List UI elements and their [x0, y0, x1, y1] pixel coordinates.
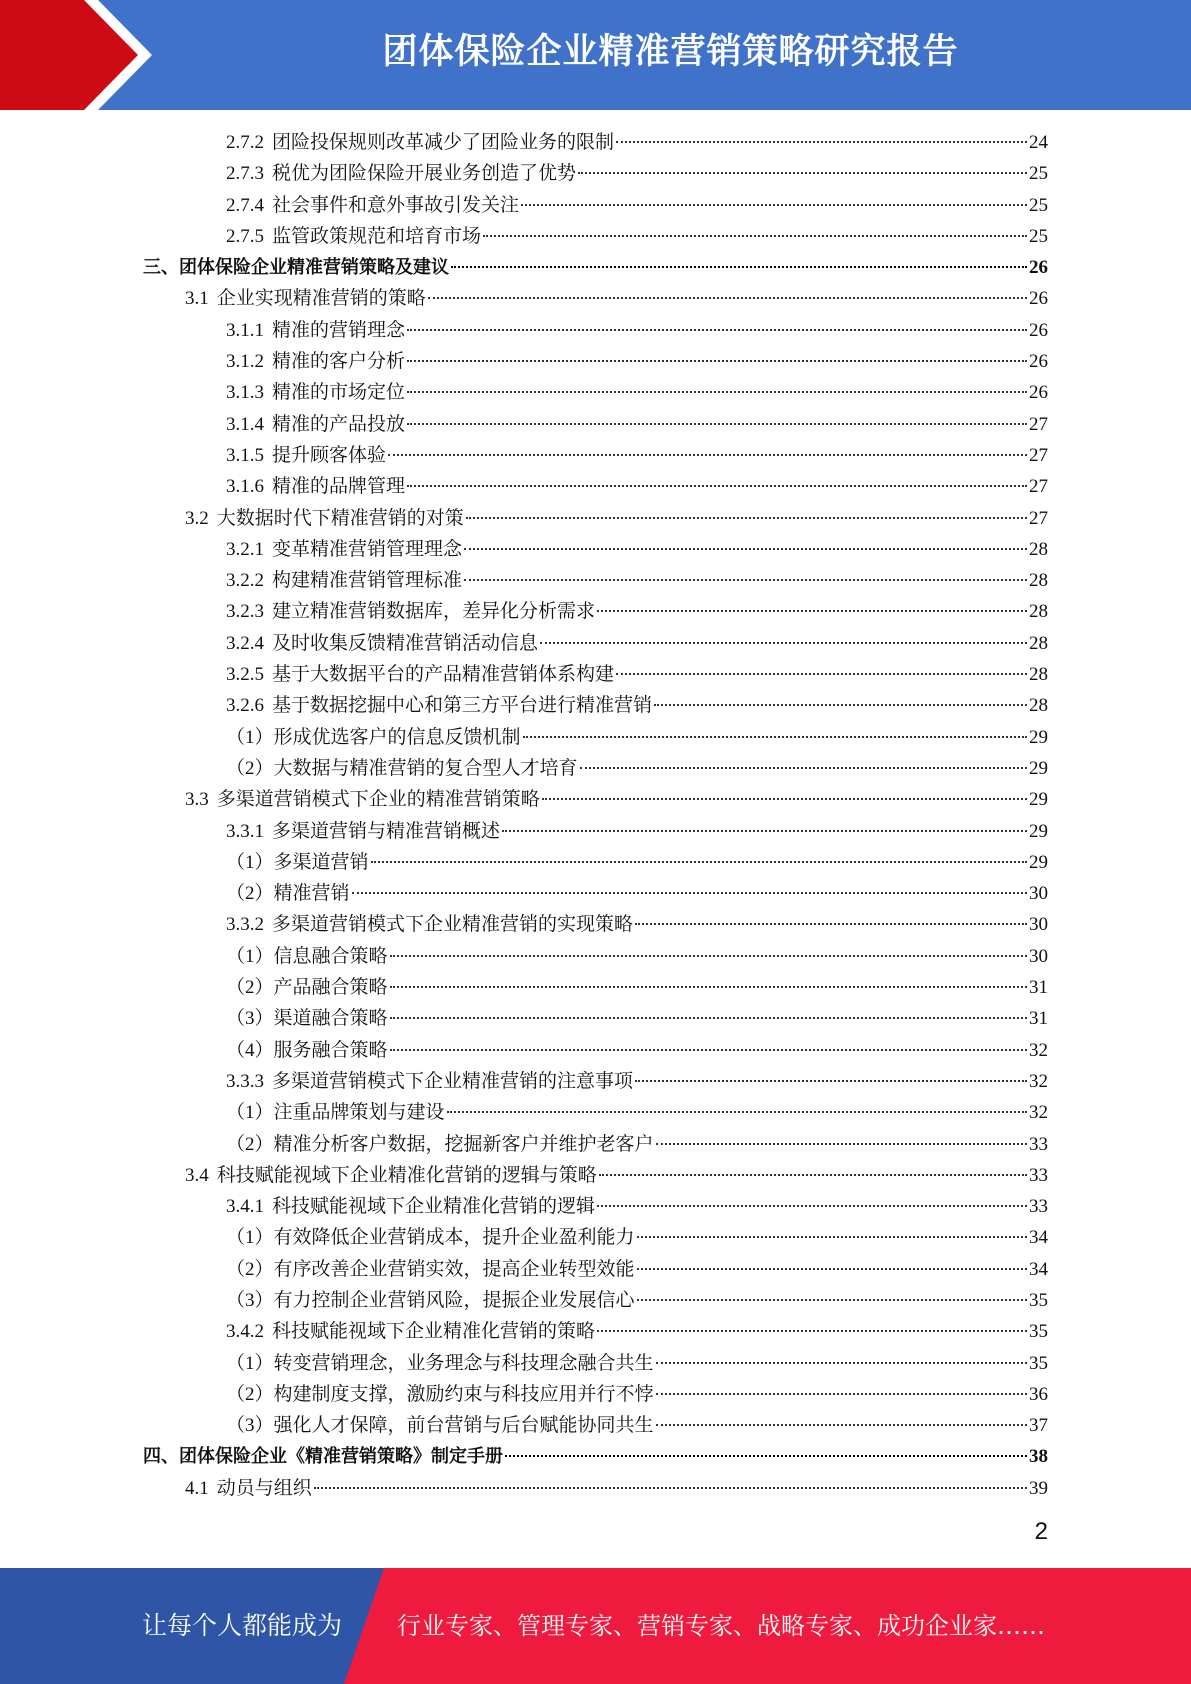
- page-number: 2: [1034, 1518, 1048, 1545]
- toc-entry-line: [226, 315, 1048, 346]
- toc-entry[interactable]: [0, 440, 1191, 471]
- toc-entry-page: 30: [1029, 945, 1048, 967]
- toc-leader-dots: [407, 360, 1027, 362]
- toc-entry-line: [226, 1410, 1048, 1441]
- toc-entry-line: [143, 1441, 1048, 1472]
- toc-entry[interactable]: [0, 628, 1191, 659]
- toc-leader-dots: [371, 861, 1027, 863]
- toc-entry-page: 32: [1029, 1102, 1048, 1124]
- toc-entry[interactable]: [0, 1191, 1191, 1222]
- toc-entry-page: 37: [1029, 1415, 1048, 1437]
- toc-entry-label: 监管政策规范和培育市场: [272, 225, 482, 247]
- header-chevron-icon: [0, 0, 138, 110]
- toc-entry-page: 27: [1029, 444, 1048, 466]
- toc-leader-dots: [464, 579, 1027, 581]
- toc-entry-label: 社会事件和意外事故引发关注: [272, 194, 520, 216]
- toc-entry-number: 3.1.3: [226, 382, 264, 404]
- toc-entry-label: 服务融合策略: [273, 1039, 388, 1061]
- toc-leader-dots: [637, 1268, 1027, 1270]
- toc-entry-page: 30: [1029, 883, 1048, 905]
- toc-entry-number: 3.1.2: [226, 351, 264, 373]
- toc-entry-label: 团体保险企业精准营销策略及建议: [179, 257, 449, 279]
- toc-leader-dots: [635, 923, 1027, 925]
- toc-entry[interactable]: [0, 784, 1191, 815]
- toc-entry-page: 34: [1029, 1258, 1048, 1280]
- toc-leader-dots: [654, 704, 1027, 706]
- toc-entry-line: [226, 816, 1048, 847]
- toc-leader-dots: [447, 1111, 1027, 1113]
- toc-entry-label: 精准的市场定位: [272, 382, 406, 404]
- toc-leader-dots: [542, 798, 1027, 800]
- toc-entry[interactable]: [0, 1441, 1191, 1472]
- toc-entry-number: （2）: [226, 1258, 274, 1280]
- toc-entry[interactable]: [0, 753, 1191, 784]
- toc-entry-label: 团体保险企业《精准营销策略》制定手册: [179, 1446, 503, 1468]
- toc-entry-line: [226, 1097, 1048, 1128]
- toc-entry-label: 构建精准营销管理标准: [272, 570, 463, 592]
- toc-entry-page: 26: [1029, 319, 1048, 341]
- toc-entry-label: 提升顾客体验: [272, 444, 387, 466]
- toc-entry[interactable]: [0, 1316, 1191, 1347]
- toc-entry[interactable]: [0, 847, 1191, 878]
- toc-leader-dots: [599, 1174, 1027, 1176]
- toc-entry-page: 33: [1029, 1133, 1048, 1155]
- toc-entry-line: [226, 1348, 1048, 1379]
- toc-entry-line: [226, 377, 1048, 408]
- toc-entry-page: 26: [1029, 288, 1048, 310]
- toc-entry-number: 3.2.4: [226, 632, 264, 654]
- toc-leader-dots: [616, 141, 1027, 143]
- toc-entry-page: 28: [1029, 601, 1048, 623]
- toc-entry[interactable]: [0, 471, 1191, 502]
- toc-leader-dots: [390, 1049, 1027, 1051]
- toc-entry-number: （3）: [226, 1415, 274, 1437]
- toc-entry[interactable]: [0, 878, 1191, 909]
- toc-entry-label: 科技赋能视域下企业精准化营销的策略: [272, 1321, 596, 1343]
- report-title: 团体保险企业精准营销策略研究报告: [382, 32, 959, 72]
- toc-entry-number: 3.1.4: [226, 413, 264, 435]
- toc-entry[interactable]: [0, 690, 1191, 721]
- toc-entry-number: （4）: [226, 1039, 274, 1061]
- toc-entry-number: 3.3.3: [226, 1070, 264, 1092]
- toc-entry-line: [143, 252, 1048, 283]
- toc-entry-page: 29: [1029, 820, 1048, 842]
- toc-entry-line: [226, 1191, 1048, 1222]
- toc-leader-dots: [523, 736, 1027, 738]
- toc-entry[interactable]: [0, 283, 1191, 314]
- toc-leader-dots: [483, 235, 1027, 237]
- toc-entry-number: 3.4.1: [226, 1196, 264, 1218]
- toc-leader-dots: [637, 1236, 1027, 1238]
- header-banner: [0, 0, 1191, 110]
- toc-entry-page: 31: [1029, 1008, 1048, 1030]
- toc-entry-line: [226, 690, 1048, 721]
- toc-entry-line: [185, 1160, 1048, 1191]
- toc-entry-label: 建立精准营销数据库，差异化分析需求: [272, 601, 596, 623]
- toc-entry-label: 有力控制企业营销风险，提振企业发展信心: [273, 1289, 635, 1311]
- toc-entry-number: 2.7.5: [226, 225, 264, 247]
- toc-entry-page: 29: [1029, 757, 1048, 779]
- toc-entry-line: [226, 158, 1048, 189]
- toc-entry-page: 30: [1029, 914, 1048, 936]
- toc-leader-dots: [616, 673, 1027, 675]
- toc-entry-page: 29: [1029, 851, 1048, 873]
- toc-entry-line: [185, 784, 1048, 815]
- toc-entry-label: 大数据与精准营销的复合型人才培育: [273, 757, 578, 779]
- toc-leader-dots: [656, 1424, 1027, 1426]
- toc-leader-dots: [637, 1299, 1027, 1301]
- toc-entry-label: 有效降低企业营销成本，提升企业盈利能力: [273, 1227, 635, 1249]
- toc-entry-number: （2）: [226, 1133, 274, 1155]
- toc-entry-line: [226, 565, 1048, 596]
- toc-entry-line: [185, 1473, 1048, 1504]
- toc-entry-label: 构建制度支撑，激励约束与科技应用并行不悖: [273, 1383, 654, 1405]
- toc-entry-line: [226, 1316, 1048, 1347]
- toc-leader-dots: [390, 955, 1027, 957]
- toc-leader-dots: [578, 172, 1027, 174]
- toc-entry-number: （2）: [226, 977, 274, 999]
- toc-entry-page: 35: [1029, 1321, 1048, 1343]
- footer-slogan-left: 让每个人都能成为: [142, 1611, 343, 1640]
- toc-entry-number: 2.7.2: [226, 132, 264, 153]
- toc-entry-line: [226, 440, 1048, 471]
- toc-entry-page: 26: [1029, 351, 1048, 373]
- toc-entry[interactable]: [0, 221, 1191, 252]
- toc-leader-dots: [407, 485, 1027, 487]
- toc-entry-line: [226, 471, 1048, 502]
- toc-entry-line: [226, 1035, 1048, 1066]
- toc-entry-label: 及时收集反馈精准营销活动信息: [272, 632, 539, 654]
- toc-leader-dots: [388, 454, 1027, 456]
- toc-entry-page: 36: [1029, 1383, 1048, 1405]
- toc-entry-page: 28: [1029, 695, 1048, 717]
- toc-entry-page: 27: [1029, 413, 1048, 435]
- toc-entry-page: 38: [1029, 1446, 1048, 1468]
- toc-entry-number: 3.2.3: [226, 601, 264, 623]
- toc-entry[interactable]: [0, 1379, 1191, 1410]
- toc-entry[interactable]: [0, 1410, 1191, 1441]
- toc-leader-dots: [407, 423, 1027, 425]
- toc-entry-page: 29: [1029, 789, 1048, 811]
- toc-leader-dots: [597, 1330, 1027, 1332]
- toc-entry-label: 强化人才保障，前台营销与后台赋能协同共生: [273, 1415, 654, 1437]
- toc-entry-page: 26: [1029, 382, 1048, 404]
- toc-entry-page: 25: [1029, 225, 1048, 247]
- toc-entry-number: （1）: [226, 1227, 274, 1249]
- toc-entry-line: [226, 534, 1048, 565]
- toc-entry-label: 多渠道营销: [273, 851, 369, 873]
- toc-entry-page: 32: [1029, 1070, 1048, 1092]
- toc-leader-dots: [597, 1205, 1027, 1207]
- toc-entry-page: 32: [1029, 1039, 1048, 1061]
- toc-leader-dots: [597, 610, 1027, 612]
- toc-entry-page: 24: [1029, 132, 1048, 153]
- toc-entry-line: [226, 346, 1048, 377]
- table-of-contents: [0, 127, 1191, 1504]
- toc-entry-page: 39: [1029, 1477, 1048, 1499]
- toc-entry[interactable]: [0, 816, 1191, 847]
- toc-entry-page: 25: [1029, 194, 1048, 216]
- toc-entry-label: 信息融合策略: [273, 945, 388, 967]
- toc-leader-dots: [428, 297, 1027, 299]
- toc-entry[interactable]: [0, 158, 1191, 189]
- toc-entry-number: （1）: [226, 1352, 274, 1374]
- toc-entry-label: 基于大数据平台的产品精准营销体系构建: [272, 664, 615, 686]
- toc-entry-label: 精准分析客户数据，挖掘新客户并维护老客户: [273, 1133, 654, 1155]
- toc-entry[interactable]: [0, 1160, 1191, 1191]
- toc-entry-line: [226, 1379, 1048, 1410]
- toc-entry-line: [226, 878, 1048, 909]
- toc-entry-line: [226, 190, 1048, 221]
- toc-entry-label: 科技赋能视域下企业精准化营销的逻辑: [272, 1196, 596, 1218]
- toc-entry[interactable]: [0, 1097, 1191, 1128]
- toc-entry-label: 基于数据挖掘中心和第三方平台进行精准营销: [272, 695, 653, 717]
- toc-entry[interactable]: [0, 346, 1191, 377]
- toc-entry-page: 28: [1029, 570, 1048, 592]
- toc-leader-dots: [656, 1393, 1027, 1395]
- toc-entry-page: 25: [1029, 163, 1048, 185]
- footer-slogan-right: 行业专家、管理专家、营销专家、战略专家、成功企业家……: [397, 1612, 1045, 1640]
- toc-entry-label: 渠道融合策略: [273, 1008, 388, 1030]
- toc-entry[interactable]: [0, 1254, 1191, 1285]
- toc-leader-dots: [390, 1017, 1027, 1019]
- toc-entry[interactable]: [0, 565, 1191, 596]
- toc-entry-line: [226, 1254, 1048, 1285]
- toc-entry-line: [226, 659, 1048, 690]
- toc-entry-label: 注重品牌策划与建设: [273, 1102, 445, 1124]
- toc-entry-page: 27: [1029, 507, 1048, 529]
- toc-leader-dots: [407, 329, 1027, 331]
- toc-entry-page: 33: [1029, 1196, 1048, 1218]
- toc-entry[interactable]: [0, 1129, 1191, 1160]
- toc-entry-number: 3.2.1: [226, 538, 264, 560]
- toc-entry-label: 精准的品牌管理: [272, 476, 406, 498]
- toc-entry-label: 精准的产品投放: [272, 413, 406, 435]
- toc-entry[interactable]: [0, 596, 1191, 627]
- toc-entry-page: 29: [1029, 726, 1048, 748]
- toc-entry[interactable]: [0, 1222, 1191, 1253]
- toc-entry-line: [226, 1222, 1048, 1253]
- toc-leader-dots: [451, 266, 1027, 268]
- toc-entry-number: 2.7.4: [226, 194, 264, 216]
- toc-entry-label: 大数据时代下精准营销的对策: [216, 507, 464, 529]
- toc-entry-number: 3.2: [185, 507, 209, 529]
- toc-leader-dots: [635, 1080, 1027, 1082]
- toc-leader-dots: [464, 548, 1027, 550]
- toc-entry-label: 团险投保规则改革减少了团险业务的限制: [272, 132, 615, 153]
- toc-entry-page: 28: [1029, 632, 1048, 654]
- toc-entry[interactable]: [0, 534, 1191, 565]
- toc-entry[interactable]: [0, 409, 1191, 440]
- toc-entry-label: 精准的营销理念: [272, 319, 406, 341]
- toc-leader-dots: [656, 1362, 1027, 1364]
- toc-entry-label: 多渠道营销模式下企业精准营销的实现策略: [272, 914, 634, 936]
- toc-entry-number: （2）: [226, 1383, 274, 1405]
- toc-leader-dots: [502, 830, 1027, 832]
- toc-entry-number: 3.2.6: [226, 695, 264, 717]
- toc-entry-page: 28: [1029, 538, 1048, 560]
- toc-entry-label: 精准营销: [273, 883, 350, 905]
- toc-entry-page: 31: [1029, 977, 1048, 999]
- toc-entry-number: 3.2.2: [226, 570, 264, 592]
- toc-entry-number: （3）: [226, 1008, 274, 1030]
- toc-entry[interactable]: [0, 377, 1191, 408]
- toc-entry-number: 3.3.2: [226, 914, 264, 936]
- toc-entry-number: 四、: [143, 1446, 179, 1468]
- toc-leader-dots: [390, 986, 1027, 988]
- toc-entry-number: 3.4.2: [226, 1321, 264, 1343]
- toc-leader-dots: [314, 1487, 1027, 1489]
- toc-entry-line: [226, 596, 1048, 627]
- toc-entry-number: 4.1: [185, 1477, 209, 1499]
- toc-entry[interactable]: [0, 190, 1191, 221]
- toc-entry-page: 35: [1029, 1289, 1048, 1311]
- toc-entry-label: 变革精准营销管理理念: [272, 538, 463, 560]
- toc-entry[interactable]: [0, 1035, 1191, 1066]
- toc-entry[interactable]: [0, 722, 1191, 753]
- toc-entry-line: [226, 127, 1048, 158]
- toc-entry-label: 形成优选客户的信息反馈机制: [273, 726, 521, 748]
- toc-entry[interactable]: [0, 1066, 1191, 1097]
- toc-entry[interactable]: [0, 972, 1191, 1003]
- toc-entry-number: （1）: [226, 945, 274, 967]
- toc-entry-page: 26: [1029, 257, 1048, 279]
- toc-entry-line: [226, 1129, 1048, 1160]
- toc-entry-number: 3.1: [185, 288, 209, 310]
- toc-entry-line: [226, 941, 1048, 972]
- toc-entry-label: 产品融合策略: [273, 977, 388, 999]
- toc-entry-number: 3.4: [185, 1164, 209, 1186]
- toc-entry-number: 3.3: [185, 789, 209, 811]
- toc-entry-line: [226, 753, 1048, 784]
- toc-leader-dots: [540, 642, 1027, 644]
- toc-entry-line: [226, 722, 1048, 753]
- toc-entry-line: [226, 909, 1048, 940]
- toc-entry-label: 多渠道营销模式下企业的精准营销策略: [216, 789, 540, 811]
- toc-entry-line: [226, 1066, 1048, 1097]
- toc-entry[interactable]: [0, 315, 1191, 346]
- toc-entry[interactable]: [0, 252, 1191, 283]
- toc-leader-dots: [407, 391, 1027, 393]
- toc-entry[interactable]: [0, 909, 1191, 940]
- toc-entry-line: [226, 972, 1048, 1003]
- toc-entry[interactable]: [0, 127, 1191, 158]
- toc-entry-number: 3.1.1: [226, 319, 264, 341]
- toc-entry-label: 科技赋能视域下企业精准化营销的逻辑与策略: [216, 1164, 597, 1186]
- toc-leader-dots: [466, 517, 1027, 519]
- toc-entry[interactable]: [0, 1348, 1191, 1379]
- toc-entry-label: 动员与组织: [216, 1477, 312, 1499]
- toc-entry-number: 三、: [143, 257, 179, 279]
- toc-leader-dots: [505, 1455, 1027, 1457]
- toc-entry-number: （1）: [226, 726, 274, 748]
- toc-entry-label: 企业实现精准营销的策略: [216, 288, 426, 310]
- toc-entry-page: 35: [1029, 1352, 1048, 1374]
- toc-entry-label: 转变营销理念，业务理念与科技理念融合共生: [273, 1352, 654, 1374]
- toc-entry[interactable]: [0, 1003, 1191, 1034]
- toc-entry-line: [185, 503, 1048, 534]
- toc-entry-number: 3.1.6: [226, 476, 264, 498]
- toc-entry-number: （1）: [226, 1102, 274, 1124]
- toc-entry-line: [226, 1285, 1048, 1316]
- toc-entry-number: 3.2.5: [226, 664, 264, 686]
- toc-entry-page: 28: [1029, 664, 1048, 686]
- toc-entry[interactable]: [0, 503, 1191, 534]
- toc-entry-label: 有序改善企业营销实效，提高企业转型效能: [273, 1258, 635, 1280]
- toc-entry-line: [226, 1003, 1048, 1034]
- toc-entry-line: [185, 283, 1048, 314]
- toc-entry[interactable]: [0, 1473, 1191, 1504]
- toc-leader-dots: [352, 892, 1027, 894]
- toc-entry-page: 27: [1029, 476, 1048, 498]
- toc-entry-label: 税优为团险保险开展业务创造了优势: [272, 163, 577, 185]
- toc-entry-number: （2）: [226, 757, 274, 779]
- toc-entry-label: 精准的客户分析: [272, 351, 406, 373]
- toc-entry-line: [226, 628, 1048, 659]
- toc-entry[interactable]: [0, 941, 1191, 972]
- toc-entry[interactable]: [0, 659, 1191, 690]
- toc-entry-number: （1）: [226, 851, 274, 873]
- toc-entry-page: 33: [1029, 1164, 1048, 1186]
- toc-entry-line: [226, 409, 1048, 440]
- toc-leader-dots: [521, 204, 1027, 206]
- toc-entry-number: 3.1.5: [226, 444, 264, 466]
- toc-entry-number: （2）: [226, 883, 274, 905]
- toc-entry[interactable]: [0, 1285, 1191, 1316]
- toc-entry-line: [226, 847, 1048, 878]
- footer-banner: [0, 1568, 1191, 1684]
- toc-entry-number: （3）: [226, 1289, 274, 1311]
- toc-entry-label: 多渠道营销与精准营销概述: [272, 820, 501, 842]
- toc-entry-page: 34: [1029, 1227, 1048, 1249]
- toc-leader-dots: [656, 1143, 1027, 1145]
- toc-entry-line: [226, 221, 1048, 252]
- toc-entry-number: 2.7.3: [226, 163, 264, 185]
- toc-entry-label: 多渠道营销模式下企业精准营销的注意事项: [272, 1070, 634, 1092]
- toc-leader-dots: [580, 767, 1027, 769]
- toc-entry-number: 3.3.1: [226, 820, 264, 842]
